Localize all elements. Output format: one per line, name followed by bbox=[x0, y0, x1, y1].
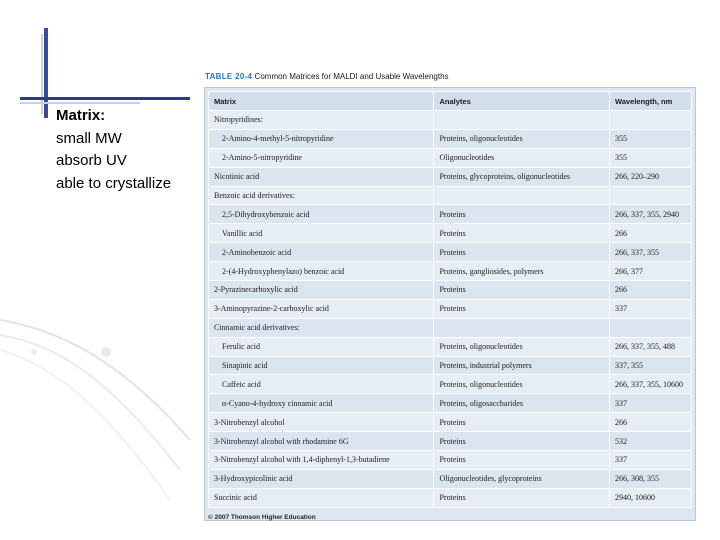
analytes-cell: Proteins, oligonucleotides bbox=[434, 375, 610, 394]
table-row bbox=[209, 318, 692, 337]
analytes-cell: Proteins bbox=[434, 243, 610, 262]
wavelength-cell: 337, 355 bbox=[610, 356, 692, 375]
column-header: Matrix bbox=[209, 92, 434, 111]
table-row bbox=[209, 488, 692, 507]
table-row bbox=[209, 451, 692, 470]
matrix-cell: Benzoic acid derivatives: bbox=[209, 186, 434, 205]
table-row bbox=[209, 299, 692, 318]
table-row bbox=[209, 111, 692, 130]
matrix-cell: Succinic acid bbox=[209, 488, 434, 507]
column-header: Wavelength, nm bbox=[610, 92, 692, 111]
table-caption bbox=[205, 72, 449, 81]
analytes-cell: Proteins, glycoproteins, oligonucleotides bbox=[434, 167, 610, 186]
table-frame bbox=[204, 87, 696, 521]
bullet-item: small MW bbox=[56, 129, 122, 147]
wavelength-cell: 266, 220–290 bbox=[610, 167, 692, 186]
table-row bbox=[209, 469, 692, 488]
copyright-note: © 2007 Thomson Higher Education bbox=[208, 514, 316, 521]
matrices-table bbox=[208, 91, 692, 508]
table-row bbox=[209, 129, 692, 148]
matrix-cell: 3-Nitrobenzyl alcohol with 1,4-diphenyl-1,3-butadiene bbox=[209, 451, 434, 470]
table-row bbox=[209, 281, 692, 300]
wavelength-cell: 266, 337, 355 bbox=[610, 243, 692, 262]
analytes-cell: Proteins bbox=[434, 488, 610, 507]
wavelength-cell: 266 bbox=[610, 413, 692, 432]
bullet-heading: Matrix: bbox=[56, 107, 106, 124]
wavelength-cell: 355 bbox=[610, 129, 692, 148]
decorative-bar bbox=[20, 97, 190, 100]
table-header-row bbox=[209, 92, 692, 111]
bullet-item: absorb UV bbox=[56, 152, 127, 169]
table-row bbox=[209, 148, 692, 167]
decorative-bar bbox=[44, 28, 48, 118]
decorative-bar bbox=[20, 102, 140, 104]
wavelength-cell: 337 bbox=[610, 394, 692, 413]
analytes-cell: Proteins, oligonucleotides bbox=[434, 337, 610, 356]
matrix-cell: 2-Amino-5-nitropyridine bbox=[209, 148, 434, 167]
matrix-cell: 2,5-Dihydroxybenzoic acid bbox=[209, 205, 434, 224]
table-row bbox=[209, 186, 692, 205]
wavelength-cell: 337 bbox=[610, 299, 692, 318]
wavelength-cell bbox=[610, 318, 692, 337]
analytes-cell: Proteins bbox=[434, 451, 610, 470]
wavelength-cell: 266, 337, 355, 10600 bbox=[610, 375, 692, 394]
table-row bbox=[209, 356, 692, 375]
wavelength-cell: 266 bbox=[610, 224, 692, 243]
table-row bbox=[209, 205, 692, 224]
matrix-cell: 3-Aminopyrazine-2-carboxylic acid bbox=[209, 299, 434, 318]
table-row bbox=[209, 262, 692, 281]
wavelength-cell: 266 bbox=[610, 281, 692, 300]
analytes-cell bbox=[434, 318, 610, 337]
analytes-cell: Proteins bbox=[434, 205, 610, 224]
matrix-cell: Sinapinic acid bbox=[209, 356, 434, 375]
wavelength-cell: 355 bbox=[610, 148, 692, 167]
matrix-cell: 3-Nitrobenzyl alcohol with rhodamine 6G bbox=[209, 432, 434, 451]
analytes-cell bbox=[434, 186, 610, 205]
table-row bbox=[209, 224, 692, 243]
matrix-cell: Cinnamic acid derivatives: bbox=[209, 318, 434, 337]
analytes-cell: Proteins bbox=[434, 299, 610, 318]
table-row bbox=[209, 394, 692, 413]
bullet-list bbox=[56, 105, 171, 195]
matrix-cell: Ferulic acid bbox=[209, 337, 434, 356]
wavelength-cell: 266, 308, 355 bbox=[610, 469, 692, 488]
analytes-cell bbox=[434, 111, 610, 130]
column-header: Analytes bbox=[434, 92, 610, 111]
analytes-cell: Proteins bbox=[434, 432, 610, 451]
matrix-cell: 3-Nitrobenzyl alcohol bbox=[209, 413, 434, 432]
analytes-cell: Proteins bbox=[434, 224, 610, 243]
bullet-item: able to crystallize bbox=[56, 174, 172, 192]
matrix-cell: 3-Hydroxypicolinic acid bbox=[209, 469, 434, 488]
matrix-cell: 2-Pyrazinecarboxylic acid bbox=[209, 281, 434, 300]
matrix-cell: 2-Amino-4-methyl-5-nitropyridine bbox=[209, 129, 434, 148]
table-row bbox=[209, 243, 692, 262]
matrix-cell: Nitropyridines: bbox=[209, 111, 434, 130]
table-row bbox=[209, 337, 692, 356]
table-row bbox=[209, 432, 692, 451]
analytes-cell: Proteins, gangliosides, polymers bbox=[434, 262, 610, 281]
analytes-cell: Proteins, oligosaccharides bbox=[434, 394, 610, 413]
analytes-cell: Oligonucleotides, glycoproteins bbox=[434, 469, 610, 488]
wavelength-cell: 266, 337, 355, 488 bbox=[610, 337, 692, 356]
table-row bbox=[209, 375, 692, 394]
wavelength-cell bbox=[610, 186, 692, 205]
matrix-cell: 2-(4-Hydroxyphenylazo) benzoic acid bbox=[209, 262, 434, 281]
matrix-cell: Nicotinic acid bbox=[209, 167, 434, 186]
matrix-cell: 2-Aminobenzoic acid bbox=[209, 243, 434, 262]
wavelength-cell: 2940, 10600 bbox=[610, 488, 692, 507]
wavelength-cell: 266, 337, 355, 2940 bbox=[610, 205, 692, 224]
matrix-cell: Vanillic acid bbox=[209, 224, 434, 243]
wavelength-cell: 337 bbox=[610, 451, 692, 470]
table-title: Common Matrices for MALDI and Usable Wavelengths bbox=[254, 72, 449, 81]
wavelength-cell: 266, 377 bbox=[610, 262, 692, 281]
analytes-cell: Proteins, industrial polymers bbox=[434, 356, 610, 375]
decorative-swoosh bbox=[0, 300, 200, 540]
table-row bbox=[209, 413, 692, 432]
matrix-cell: Caffeic acid bbox=[209, 375, 434, 394]
wavelength-cell: 532 bbox=[610, 432, 692, 451]
wavelength-cell bbox=[610, 111, 692, 130]
analytes-cell: Proteins bbox=[434, 281, 610, 300]
table-row bbox=[209, 167, 692, 186]
analytes-cell: Oligonucleotides bbox=[434, 148, 610, 167]
matrix-cell: α-Cyano-4-hydroxy cinnamic acid bbox=[209, 394, 434, 413]
table-number: TABLE 20-4 bbox=[205, 72, 253, 81]
analytes-cell: Proteins, oligonucleotides bbox=[434, 129, 610, 148]
analytes-cell: Proteins bbox=[434, 413, 610, 432]
